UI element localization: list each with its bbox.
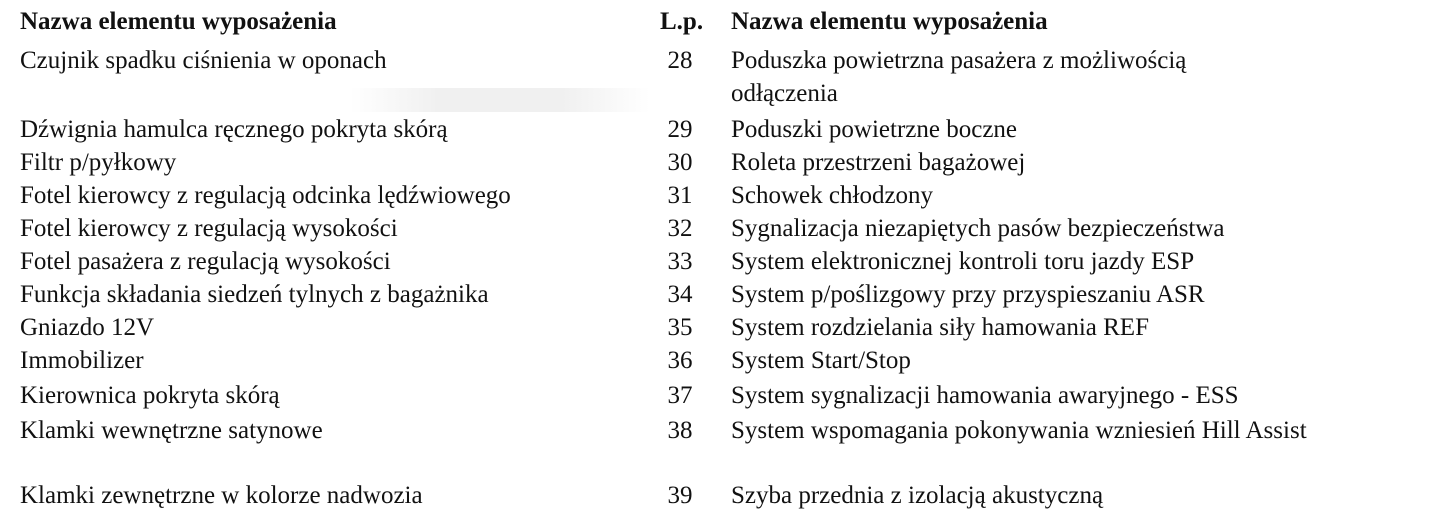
right-item-name: Poduszka powietrzna pasażera z możliwością odłączenia [731,47,1187,107]
left-column-header: Nazwa elementu wyposażenia [20,8,337,35]
right-item-name: System elektronicznej kontroli toru jazdy ESP [731,248,1195,275]
right-item-name: Poduszki powietrzne boczne [731,116,1018,143]
left-item-4: Fotel kierowcy z regulacją odcinka lędźwiowego [20,182,511,209]
left-item-9: Immobilizer [20,347,144,374]
left-item-12: Klamki zewnętrzne w kolorze nadwozia [20,482,423,509]
left-item-7: Funkcja składania siedzeń tylnych z bagażnika [20,281,489,308]
right-item-name: Sygnalizacja niezapiętych pasów bezpieczeństwa [731,215,1225,242]
right-item-name: System wspomagania pokonywania wzniesień Hill Assist [731,417,1307,444]
left-item-11: Klamki wewnętrzne satynowe [20,417,323,444]
right-item-name: System p/poślizgowy przy przyspieszaniu ASR [731,281,1205,308]
right-item-name: System rozdzielania siły hamowania REF [731,314,1149,341]
left-item-2: Dźwignia hamulca ręcznego pokryta skórą [20,116,448,143]
scan-smudge [350,88,650,112]
lp-number: 35 [667,314,693,341]
left-item-8: Gniazdo 12V [20,314,154,341]
right-item-name: Schowek chłodzony [731,182,934,209]
lp-number: 29 [667,116,693,143]
lp-number: 33 [667,248,693,275]
lp-number: 28 [667,47,693,74]
lp-number: 34 [667,281,693,308]
lp-number: 36 [667,347,693,374]
left-item-3: Filtr p/pyłkowy [20,149,177,176]
lp-number: 38 [667,417,693,444]
lp-number: 31 [667,182,693,209]
lp-number: 30 [667,149,693,176]
left-item-5: Fotel kierowcy z regulacją wysokości [20,215,398,242]
right-item-name: Szyba przednia z izolacją akustyczną [731,482,1104,509]
right-item-name: Roleta przestrzeni bagażowej [731,149,1026,176]
right-column-header: Nazwa elementu wyposażenia [731,8,1048,35]
lp-number: 32 [667,215,693,242]
left-item-6: Fotel pasażera z regulacją wysokości [20,248,391,275]
lp-column-header: L.p. [660,8,704,35]
lp-number: 37 [667,382,693,409]
left-item-1: Czujnik spadku ciśnienia w oponach [20,47,387,74]
left-item-10: Kierownica pokryta skórą [20,382,280,409]
right-item-name: System sygnalizacji hamowania awaryjnego - ESS [731,382,1239,409]
lp-number: 39 [667,482,693,509]
right-item-name: System Start/Stop [731,347,911,374]
